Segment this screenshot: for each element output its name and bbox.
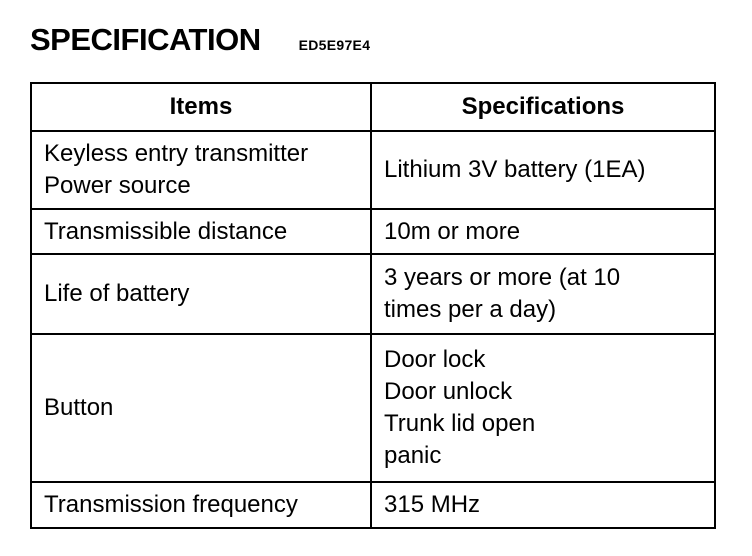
item-text: Transmissible distance	[44, 217, 288, 245]
table-row	[31, 209, 715, 254]
spec-cell	[371, 334, 715, 482]
column-header-specifications: Specifications	[371, 83, 715, 131]
spec-cell	[371, 254, 715, 334]
table-header-row	[31, 83, 715, 131]
item-text: Life of battery	[44, 280, 190, 307]
specification-table	[30, 82, 716, 529]
document-code: ED5E97E4	[298, 37, 371, 53]
item-cell	[31, 334, 371, 482]
spec-text: Lithium 3V battery (1EA)	[384, 156, 646, 183]
spec-cell	[371, 209, 715, 254]
item-text: Transmission frequency	[44, 491, 298, 518]
table-row	[31, 131, 715, 209]
table-row	[31, 254, 715, 334]
spec-text: 3 years or more (at 10	[384, 264, 621, 291]
spec-text: Door unlock	[384, 378, 513, 405]
item-text: Power source	[44, 172, 191, 199]
spec-text: Door lock	[384, 346, 486, 373]
spec-text: 315 MHz	[384, 491, 481, 518]
table-row	[31, 334, 715, 482]
item-text: Button	[44, 394, 114, 421]
item-cell	[31, 209, 371, 254]
table-row	[31, 482, 715, 528]
page-heading	[30, 22, 370, 62]
item-text: Keyless entry transmitter	[44, 140, 309, 167]
item-cell	[31, 131, 371, 209]
page-title: SPECIFICATION	[30, 22, 261, 57]
spec-text: times per a day)	[384, 296, 557, 323]
spec-text: Trunk lid open	[384, 410, 536, 437]
spec-cell	[371, 131, 715, 209]
item-cell	[31, 254, 371, 334]
spec-cell	[371, 482, 715, 528]
spec-text: 10m or more	[384, 217, 521, 245]
column-header-items: Items	[31, 83, 371, 131]
spec-text: panic	[384, 442, 442, 469]
item-cell	[31, 482, 371, 528]
